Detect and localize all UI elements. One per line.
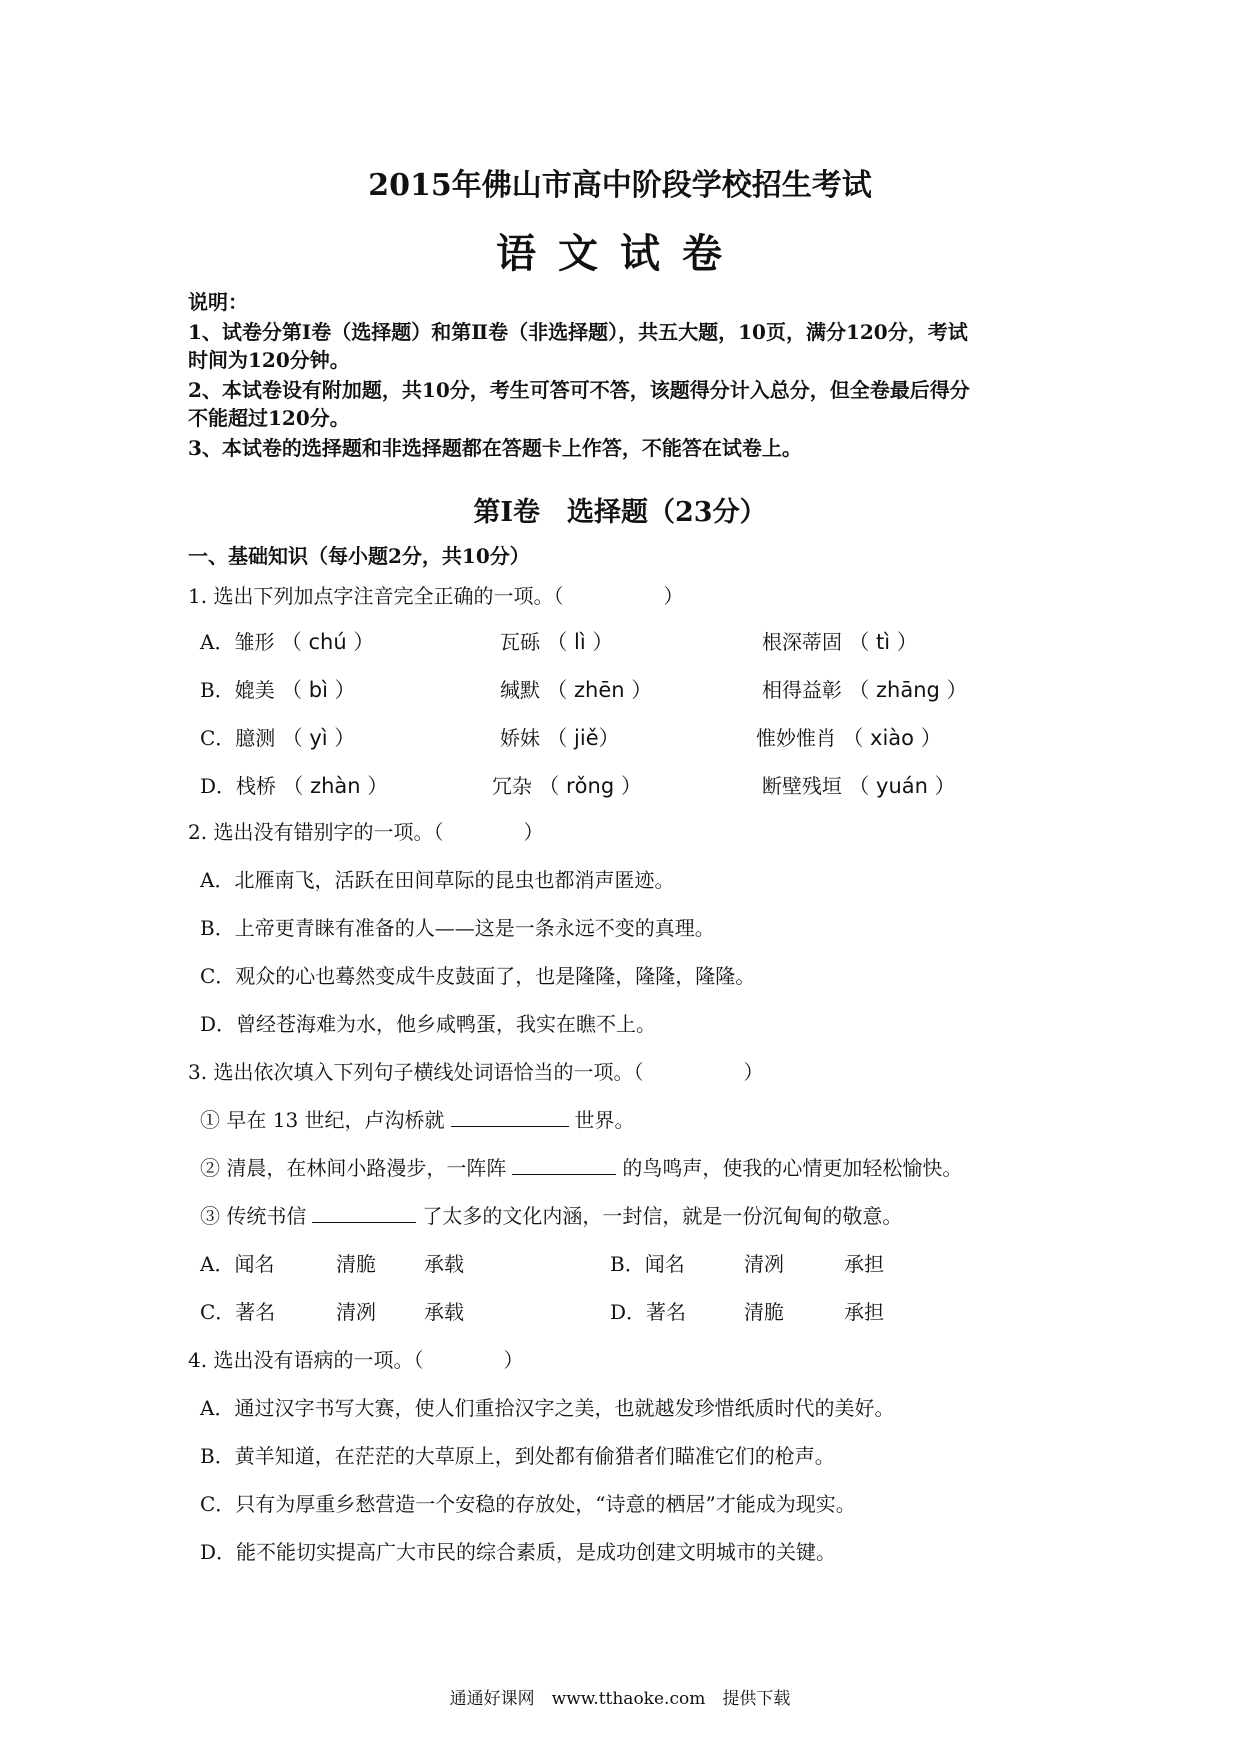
q3-option-a-word2: 清脆 — [336, 1252, 376, 1276]
instructions-label: 说明： — [188, 290, 248, 314]
q3-option-c-word1: C．著名 — [200, 1300, 276, 1324]
q1-d2 — [492, 770, 642, 800]
q3-option-d-word2: 清脆 — [744, 1300, 784, 1324]
q4-option-b: B．黄羊知道，在茫茫的大草原上，到处都有偷猎者们瞄准它们的枪声。 — [200, 1444, 835, 1468]
q1-a3 — [762, 626, 918, 656]
q1-stem: 1. 选出下列加点字注音完全正确的一项。（ ） — [188, 584, 684, 608]
page-footer: 通通好课网 www.tthaoke.com 提供下载 — [449, 1689, 791, 1709]
q1-b2-word: 缄默 — [500, 678, 540, 702]
instruction-3: 3、本试卷的选择题和非选择题都在答题卡上作答，不能答在试卷上。 — [188, 436, 802, 460]
q2-option-b: B．上帝更青睐有准备的人——这是一条永远不变的真理。 — [200, 916, 715, 940]
q2-stem: 2. 选出没有错别字的一项。（ ） — [188, 820, 544, 844]
instruction-2-cont: 不能超过120分。 — [188, 406, 350, 430]
q1-c2-word: 娇妹 — [500, 726, 540, 750]
q3-s1-after: 世界。 — [574, 1108, 635, 1132]
q2-option-a: A．北雁南飞，活跃在田间草际的昆虫也都消声匿迹。 — [200, 868, 675, 892]
q1-c1-pinyin: （ yì ） — [281, 726, 356, 750]
instruction-1: 1、试卷分第Ⅰ卷（选择题）和第Ⅱ卷（非选择题），共五大题，10页，满分120分，考试 — [188, 320, 968, 344]
q1-d3-pinyin: （ yuán ） — [848, 774, 956, 798]
q1-b1-pinyin: （ bì ） — [281, 678, 356, 702]
q3-option-a-word3: 承载 — [424, 1252, 464, 1276]
q1-b3 — [762, 674, 968, 704]
q3-blank-1 — [451, 1106, 569, 1127]
q1-c3 — [756, 722, 942, 752]
q1-b1-word: B．媲美 — [200, 678, 275, 702]
q3-stem: 3. 选出依次填入下列句子横线处词语恰当的一项。（ ） — [188, 1060, 764, 1084]
q3-s3-after: 了太多的文化内涵，一封信，就是一份沉甸甸的敬意。 — [422, 1204, 903, 1228]
q2-option-c: C．观众的心也蓦然变成牛皮鼓面了，也是隆隆，隆隆，隆隆。 — [200, 964, 756, 988]
q1-row-d — [200, 770, 388, 800]
q3-s1-before: ① 早在 13 世纪，卢沟桥就 — [200, 1108, 445, 1132]
q1-c3-pinyin: （ xiào ） — [842, 726, 942, 750]
q1-c3-word: 惟妙惟肖 — [756, 726, 836, 750]
q1-a1-word: A．雏形 — [200, 630, 275, 654]
q1-a1-pinyin: （ chú ） — [280, 630, 375, 654]
q3-sentence-2 — [200, 1152, 962, 1181]
q2-option-d: D．曾经苍海难为水，他乡咸鸭蛋，我实在瞧不上。 — [200, 1012, 657, 1036]
q1-c2 — [500, 722, 620, 752]
part-title: 一、基础知识（每小题2分，共10分） — [188, 544, 530, 568]
q1-row-c — [200, 722, 355, 752]
q3-sentence-3 — [200, 1200, 902, 1229]
q1-d1-pinyin: （ zhàn ） — [282, 774, 389, 798]
section-title: 第Ⅰ卷 选择题（23分） — [473, 497, 767, 528]
q3-option-c-word2: 清冽 — [336, 1300, 376, 1324]
exam-title: 2015年佛山市高中阶段学校招生考试 — [368, 168, 872, 203]
q1-a2-word: 瓦砾 — [500, 630, 540, 654]
instruction-2: 2、本试卷设有附加题，共10分，考生可答可不答，该题得分计入总分，但全卷最后得分 — [188, 378, 970, 402]
paper-title: 语文试卷 — [496, 230, 744, 277]
q1-b2 — [500, 674, 652, 704]
q1-row-a — [200, 626, 374, 656]
q4-option-c: C．只有为厚重乡愁营造一个安稳的存放处，“诗意的栖居”才能成为现实。 — [200, 1492, 856, 1516]
q1-row-b — [200, 674, 356, 704]
q1-b3-pinyin: （ zhāng ） — [848, 678, 968, 702]
q4-stem: 4. 选出没有语病的一项。（ ） — [188, 1348, 524, 1372]
q3-option-d-word1: D．著名 — [610, 1300, 687, 1324]
q3-blank-3 — [312, 1202, 416, 1223]
q1-d1-word: D．栈桥 — [200, 774, 277, 798]
q3-s2-before: ② 清晨，在林间小路漫步，一阵阵 — [200, 1156, 507, 1180]
q1-a2-pinyin: （ lì ） — [546, 630, 614, 654]
q3-s3-before: ③ 传统书信 — [200, 1204, 307, 1228]
q3-s2-after: 的鸟鸣声，使我的心情更加轻松愉快。 — [622, 1156, 963, 1180]
q3-option-b-word1: B．闻名 — [610, 1252, 685, 1276]
q1-a2 — [500, 626, 613, 656]
q3-option-a-word1: A．闻名 — [200, 1252, 275, 1276]
q4-option-a: A．通过汉字书写大赛，使人们重拾汉字之美，也就越发珍惜纸质时代的美好。 — [200, 1396, 895, 1420]
q3-option-b-word3: 承担 — [844, 1252, 884, 1276]
q1-b3-word: 相得益彰 — [762, 678, 842, 702]
q1-d2-pinyin: （ rǒng ） — [538, 774, 642, 798]
q3-blank-2 — [512, 1154, 616, 1175]
q1-a3-pinyin: （ tì ） — [848, 630, 918, 654]
q3-sentence-1 — [200, 1104, 635, 1133]
q1-c1-word: C．臆测 — [200, 726, 276, 750]
q1-d2-word: 冗杂 — [492, 774, 532, 798]
q1-c2-pinyin: （ jiě） — [546, 726, 620, 750]
q3-option-b-word2: 清冽 — [744, 1252, 784, 1276]
q3-option-c-word3: 承载 — [424, 1300, 464, 1324]
q1-d3 — [762, 770, 956, 800]
q1-b2-pinyin: （ zhēn ） — [546, 678, 653, 702]
q3-option-d-word3: 承担 — [844, 1300, 884, 1324]
q1-d3-word: 断壁残垣 — [762, 774, 842, 798]
q4-option-d: D．能不能切实提高广大市民的综合素质，是成功创建文明城市的关键。 — [200, 1540, 837, 1564]
instruction-1-cont: 时间为120分钟。 — [188, 348, 350, 372]
q1-a3-word: 根深蒂固 — [762, 630, 842, 654]
